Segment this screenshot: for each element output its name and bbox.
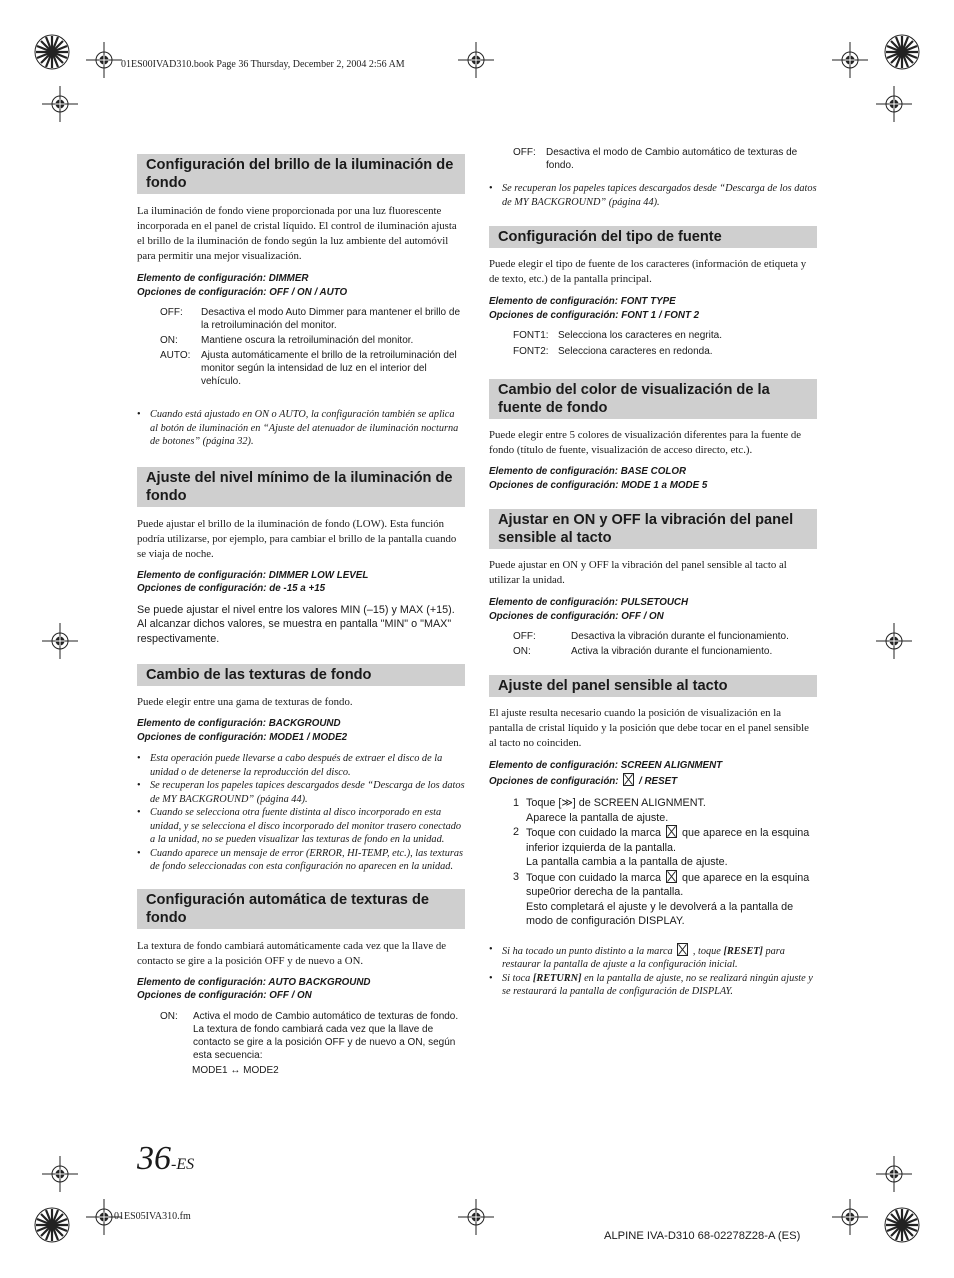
page-number-digits: 36 bbox=[137, 1140, 171, 1177]
note: • Cuando aparece un mensaje de error (ERROR, HI-TEMP, etc.), las texturas de fondo seleccionadas con esta configuración no aparecen en la unidad. bbox=[137, 847, 464, 872]
section-body: Puede ajustar en ON y OFF la vibración del panel sensible al tacto al utilizar la unidad. bbox=[489, 559, 787, 586]
x-mark-icon bbox=[623, 773, 634, 786]
config-item: Elemento de configuración: AUTO BACKGROUND bbox=[137, 976, 371, 988]
double-chevron-icon: ≫ bbox=[561, 797, 573, 809]
config-options: Opciones de configuración: MODE1 / MODE2 bbox=[137, 731, 348, 743]
option-row: FONT2: Selecciona caracteres en redonda. bbox=[513, 346, 713, 357]
config-options: Opciones de configuración: MODE 1 a MODE 5 bbox=[489, 479, 708, 491]
section-title: Configuración automática de texturas de fondo bbox=[137, 889, 465, 929]
config-options: Opciones de configuración: de -15 a +15 bbox=[137, 583, 326, 594]
note: • Cuando se selecciona otra fuente distinta al disco incorporado en esta unidad, y se selecciona el disco incorporado del monitor trasero conectado a la unidad, no se pueden visualizar las texturas de fondo en la unidad. bbox=[137, 807, 462, 845]
section-body: Puede elegir el tipo de fuente de los caracteres (información de etiqueta y de texto, etc.) de la pantalla principal. bbox=[489, 258, 807, 285]
config-options: Opciones de configuración: FONT 1 / FONT 2 bbox=[489, 309, 700, 321]
page-number bbox=[137, 1140, 194, 1178]
section-body: La iluminación de fondo viene proporcionada por una luz fluorescente incorporada en el panel de cristal líquido. El control de iluminación ajusta el brillo de la iluminación de fondo según la luz ambiente del automóvil para permitir una mejor visualización. bbox=[137, 205, 457, 262]
option-row: OFF: Desactiva el modo de Cambio automático de texturas de fondo. bbox=[513, 147, 798, 171]
config-item: Elemento de configuración: DIMMER LOW LEVEL bbox=[137, 569, 369, 581]
section-body: La textura de fondo cambiará automáticamente cada vez que la llave de contacto se gire a la posición OFF y de nuevo a ON. bbox=[137, 939, 447, 967]
config-options: Opciones de configuración: OFF / ON bbox=[137, 990, 312, 1001]
section-title: Ajuste del panel sensible al tacto bbox=[489, 675, 817, 697]
config-options: Opciones de configuración: / RESET bbox=[489, 773, 817, 789]
range-text: Al alcanzar dichos valores, se muestra en pantalla "MIN" o "MAX" respectivamente. bbox=[137, 618, 452, 645]
note: • Se recuperan los papeles tapices descargados desde “Descarga de los datos de MY BACKGROUND” (página 44). bbox=[137, 780, 465, 805]
option-list bbox=[513, 629, 817, 659]
note-list bbox=[137, 752, 465, 874]
option-row: ON: Activa el modo de Cambio automático de texturas de fondo. La textura de fondo cambiará cada vez que la llave de contacto se gire a la posición OFF y de nuevo a ON, según esta secuencia: MODE1 ↔ MODE2 bbox=[160, 1010, 465, 1077]
config-item: Elemento de configuración: FONT TYPE bbox=[489, 296, 676, 307]
option-list bbox=[513, 146, 817, 172]
x-mark-icon bbox=[666, 870, 677, 883]
section-title: Cambio de las texturas de fondo bbox=[137, 664, 465, 686]
step-2: 2 Toque con cuidado la marca que aparece en la esquina inferior izquierda de la pantalla. La pantalla cambia a la pantalla de ajuste. bbox=[513, 826, 810, 868]
section-title: Configuración del tipo de fuente bbox=[489, 226, 817, 248]
section-body: Puede ajustar el brillo de la iluminación de fondo (LOW). Esta función podría utilizarse, por ejemplo, para cambiar el brillo de la pantalla cuando se viaja de noche. bbox=[137, 517, 457, 560]
section-title: Configuración del brillo de la iluminación de fondo bbox=[137, 154, 465, 194]
option-list bbox=[513, 328, 817, 359]
section-title: Ajuste del nivel mínimo de la iluminación de fondo bbox=[137, 467, 465, 507]
config-options: Opciones de configuración: OFF / ON / AUTO bbox=[137, 286, 348, 298]
option-row: FONT1: Selecciona los caracteres en negrita. bbox=[513, 330, 722, 341]
config-item: Elemento de configuración: DIMMER bbox=[137, 273, 309, 284]
step-3: 3 Toque con cuidado la marca que aparece en la esquina supe0rior derecha de la pantalla. Esto completará el ajuste y le devolverá a la pantalla de modo de configuración DISPLAY. bbox=[513, 870, 810, 927]
note: • Esta operación puede llevarse a cabo después de extraer el disco de la unidad o de detenerse la reproducción del disco. bbox=[137, 753, 443, 778]
option-row: ON: Activa la vibración durante el funcionamiento. bbox=[513, 646, 773, 657]
step-list bbox=[513, 796, 817, 929]
book-info: 01ES00IVAD310.book Page 36 Thursday, December 2, 2004 2:56 AM bbox=[121, 59, 405, 70]
config-item: Elemento de configuración: SCREEN ALIGNMENT bbox=[489, 760, 723, 771]
option-list bbox=[160, 1010, 465, 1077]
note: • Cuando está ajustado en ON o AUTO, la configuración también se aplica al botón de iluminación en “Ajuste del atenuador de iluminación nocturna de botones” (página 32). bbox=[137, 409, 459, 447]
section-body: Puede elegir entre 5 colores de visualización diferentes para la fuente de fondo (título de fuente, visualización de acceso directo, etc.). bbox=[489, 429, 802, 456]
footer-model: ALPINE IVA-D310 68-02278Z28-A (ES) bbox=[604, 1230, 801, 1242]
note: • Si ha tocado un punto distinto a la marca , toque [RESET] para restaurar la pantalla de ajuste a la configuración inicial. bbox=[489, 943, 785, 970]
config-item: Elemento de configuración: BASE COLOR bbox=[489, 466, 687, 477]
option-row: OFF: Desactiva el modo Auto Dimmer para mantener el brillo de la retroiluminación del monitor. bbox=[160, 307, 461, 331]
option-row: ON: Mantiene oscura la retroiluminación del monitor. bbox=[160, 335, 414, 346]
config-item: Elemento de configuración: BACKGROUND bbox=[137, 718, 341, 729]
note: • Si toca [RETURN] en la pantalla de ajuste, no se realizará ningún ajuste y se restaurará la pantalla de configuración de DISPLAY. bbox=[489, 972, 813, 997]
x-mark-icon bbox=[666, 825, 677, 838]
option-row: OFF: Desactiva la vibración durante el funcionamiento. bbox=[513, 631, 789, 642]
section-title: Cambio del color de visualización de la fuente de fondo bbox=[489, 379, 817, 419]
note: • Se recuperan los papeles tapices descargados desde “Descarga de los datos de MY BACKGROUND” (página 44). bbox=[489, 183, 817, 208]
page-number-suffix: -ES bbox=[171, 1156, 195, 1173]
x-mark-icon bbox=[677, 943, 688, 956]
mode-sequence: MODE1 ↔ MODE2 bbox=[192, 1064, 279, 1076]
fm-file-name: 01ES05IVA310.fm bbox=[114, 1211, 191, 1222]
section-body: Puede elegir entre una gama de texturas de fondo. bbox=[137, 696, 353, 708]
range-text: Se puede ajustar el nivel entre los valores MIN (–15) y MAX (+15). bbox=[137, 603, 455, 616]
section-body: El ajuste resulta necesario cuando la posición de visualización en la pantalla de cristal líquido y la posición que debe tocar en el panel sensible al tacto no coinciden. bbox=[489, 707, 809, 749]
option-row: AUTO: Ajusta automáticamente el brillo de la retroiluminación del monitor según la intensidad de luz en el interior del vehículo. bbox=[160, 350, 457, 387]
config-options: Opciones de configuración: OFF / ON bbox=[489, 610, 664, 622]
option-list bbox=[160, 306, 465, 388]
config-item: Elemento de configuración: PULSETOUCH bbox=[489, 597, 689, 608]
step-1: 1 Toque [≫] de SCREEN ALIGNMENT. Aparece la pantalla de ajuste. bbox=[513, 797, 706, 824]
left-column bbox=[137, 154, 465, 1077]
section-title: Ajustar en ON y OFF la vibración del panel sensible al tacto bbox=[489, 509, 817, 549]
right-column bbox=[489, 146, 817, 999]
note-list bbox=[489, 943, 817, 999]
